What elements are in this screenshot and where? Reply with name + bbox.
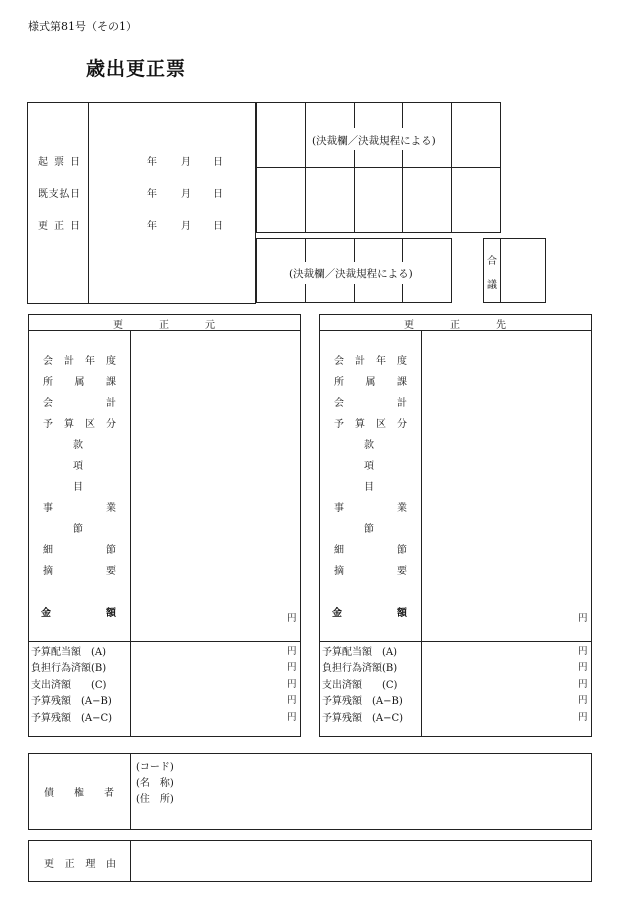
label-char: 算 <box>64 419 74 430</box>
label-char: 票 <box>54 157 64 168</box>
summary-label: 予算残額 (A−C) <box>31 712 113 724</box>
summary-unit: 円 <box>287 711 297 723</box>
label-char: 日 <box>70 157 80 168</box>
label-char: 起 <box>38 157 48 168</box>
label-char: 会 <box>334 398 344 409</box>
label-char: 事 <box>334 503 344 514</box>
label-char: 会 <box>43 398 53 409</box>
field-label: 項 <box>73 461 83 472</box>
label-char: 債 <box>44 788 54 799</box>
label-char: 節 <box>106 545 116 556</box>
field-label <box>334 352 407 367</box>
approval-note-upper: (決裁欄／決裁規程による) <box>312 135 436 147</box>
label-char: 権 <box>74 788 84 799</box>
summary-label: 負担行為済額(B) <box>31 663 107 675</box>
creditor-divider <box>130 753 131 830</box>
form-title: 歳出更正票 <box>86 58 187 80</box>
label-char: 属 <box>74 377 85 388</box>
label-char: 予 <box>334 419 344 430</box>
label-char: 事 <box>43 503 53 514</box>
summary-unit: 円 <box>578 662 588 674</box>
approval-stamp-cell <box>451 102 501 168</box>
label-char: 所 <box>334 377 344 388</box>
label-char: 年 <box>376 356 386 367</box>
consultation-label-top: 合 <box>487 256 497 267</box>
label-char: 計 <box>106 398 116 409</box>
label-char: 所 <box>43 377 53 388</box>
field-label: 目 <box>73 482 83 493</box>
approval-stamp-cell <box>256 167 306 233</box>
stamp-line <box>305 284 306 303</box>
label-char: 金 <box>332 608 342 619</box>
label-char: 先 <box>496 320 506 331</box>
label-char: 要 <box>106 566 116 577</box>
field-label <box>334 499 407 514</box>
label-char: 正 <box>64 859 75 870</box>
label-char: 更 <box>404 320 414 331</box>
label-char: 由 <box>105 859 116 870</box>
label-char: 金 <box>41 608 51 619</box>
summary-unit: 円 <box>578 646 588 657</box>
summary-unit: 円 <box>287 678 297 690</box>
label-char: 課 <box>106 377 116 388</box>
label-char: 計 <box>397 398 407 409</box>
label-char: 者 <box>104 788 114 799</box>
date-panel <box>27 102 256 304</box>
month-label: 月 <box>181 157 191 168</box>
summary-unit: 円 <box>578 695 588 707</box>
stamp-line <box>305 238 306 262</box>
field-label <box>334 394 407 409</box>
label-char: 区 <box>85 419 95 430</box>
field-label: 款 <box>364 440 374 451</box>
label-char: 区 <box>376 419 386 430</box>
field-label: 節 <box>73 524 83 535</box>
label-char: 分 <box>397 419 407 430</box>
label-char: 計 <box>355 356 365 367</box>
summary-unit: 円 <box>287 662 297 674</box>
summary-label: 支出済額 (C) <box>322 679 398 691</box>
field-label <box>43 562 116 577</box>
panel-column-divider <box>421 330 422 737</box>
stamp-line <box>402 102 403 128</box>
approval-stamp-cell <box>305 167 355 233</box>
label-char: 計 <box>64 356 74 367</box>
summary-label: 予算配当額 (A) <box>322 647 398 658</box>
field-label <box>43 394 116 409</box>
year-label: 年 <box>147 157 157 168</box>
label-char: 業 <box>106 503 116 514</box>
summary-unit: 円 <box>287 646 297 657</box>
month-label: 月 <box>181 189 191 200</box>
approval-stamp-cell <box>354 167 404 233</box>
label-char: 会 <box>334 356 344 367</box>
label-char: 更 <box>44 859 54 870</box>
summary-unit: 円 <box>578 711 588 723</box>
label-char: 払 <box>59 189 70 200</box>
day-label: 日 <box>213 189 223 200</box>
field-label <box>43 541 116 556</box>
consultation-label-bottom: 議 <box>487 280 497 291</box>
label-char: 度 <box>106 356 116 367</box>
consultation-divider <box>500 238 501 303</box>
field-label <box>43 373 116 388</box>
year-label: 年 <box>147 221 157 232</box>
approval-stamp-cell <box>256 102 306 168</box>
amount-unit: 円 <box>578 613 588 624</box>
summary-label: 予算残額 (A−B) <box>322 696 403 708</box>
field-label <box>43 352 116 367</box>
summary-unit: 円 <box>578 678 588 690</box>
stamp-line <box>354 102 355 128</box>
creditor-label <box>44 784 114 799</box>
summary-label: 支出済額 (C) <box>31 679 107 691</box>
label-char: 年 <box>85 356 95 367</box>
label-char: 正 <box>450 320 460 331</box>
stamp-line <box>402 238 403 262</box>
panel-summary-rule <box>28 641 301 642</box>
day-label: 日 <box>213 157 223 168</box>
summary-label: 予算残額 (A−B) <box>31 696 112 708</box>
label-char: 節 <box>397 545 407 556</box>
label-char: 細 <box>43 545 53 556</box>
creditor-name-line: (名 称) <box>136 778 174 789</box>
field-label: 款 <box>73 440 83 451</box>
day-label: 日 <box>213 221 223 232</box>
summary-unit: 円 <box>287 695 297 707</box>
approval-stamp-cell <box>451 167 501 233</box>
approval-stamp-cell <box>402 167 452 233</box>
label-char: 既 <box>38 189 48 200</box>
panel-column-divider <box>130 330 131 737</box>
field-label: 目 <box>364 482 374 493</box>
summary-label: 負担行為済額(B) <box>322 663 398 675</box>
stamp-line <box>354 150 355 168</box>
field-label <box>43 415 116 430</box>
label-char: 要 <box>397 566 407 577</box>
label-char: 課 <box>397 377 407 388</box>
label-char: 分 <box>106 419 116 430</box>
field-label <box>334 415 407 430</box>
amount-unit: 円 <box>287 613 297 624</box>
label-char: 日 <box>69 189 80 200</box>
reason-label <box>44 855 116 870</box>
summary-label: 予算残額 (A−C) <box>322 712 404 724</box>
label-char: 細 <box>334 545 344 556</box>
stamp-line <box>402 150 403 168</box>
label-char: 理 <box>85 859 96 870</box>
source-panel-title <box>113 316 215 331</box>
label-char: 元 <box>205 320 215 331</box>
field-label <box>43 499 116 514</box>
label-char: 正 <box>54 221 64 232</box>
label-char: 額 <box>106 608 116 619</box>
amount-label <box>332 604 407 619</box>
field-label <box>334 541 407 556</box>
field-label <box>334 562 407 577</box>
target-panel-title <box>404 316 506 331</box>
label-char: 更 <box>38 221 48 232</box>
summary-label: 予算配当額 (A) <box>31 647 107 658</box>
label-char: 算 <box>355 419 365 430</box>
label-char: 予 <box>43 419 53 430</box>
consultation-box <box>483 238 546 303</box>
label-char: 日 <box>70 221 80 232</box>
stamp-line <box>402 284 403 303</box>
field-label <box>334 373 407 388</box>
panel-summary-rule <box>319 641 592 642</box>
label-char: 属 <box>365 377 376 388</box>
month-label: 月 <box>181 221 191 232</box>
date-row-label <box>38 185 80 200</box>
date-row-label <box>38 217 80 232</box>
reason-divider <box>130 840 131 882</box>
label-char: 更 <box>113 320 123 331</box>
date-row-label <box>38 153 80 168</box>
label-char: 額 <box>397 608 407 619</box>
label-char: 正 <box>159 320 169 331</box>
field-label: 項 <box>364 461 374 472</box>
stamp-line <box>354 238 355 262</box>
label-char: 支 <box>48 189 59 200</box>
date-panel-divider <box>88 102 89 304</box>
field-label: 節 <box>364 524 374 535</box>
label-char: 摘 <box>334 566 344 577</box>
amount-label <box>41 604 116 619</box>
label-char: 度 <box>397 356 407 367</box>
approval-note-lower: (決裁欄／決裁規程による) <box>289 268 413 280</box>
label-char: 会 <box>43 356 53 367</box>
label-char: 摘 <box>43 566 53 577</box>
stamp-line <box>354 284 355 303</box>
creditor-code-line: (コード) <box>136 762 174 773</box>
year-label: 年 <box>147 189 157 200</box>
label-char: 業 <box>397 503 407 514</box>
form-number: 様式第81号（その1） <box>28 20 137 33</box>
creditor-address-line: (住 所) <box>136 794 174 805</box>
